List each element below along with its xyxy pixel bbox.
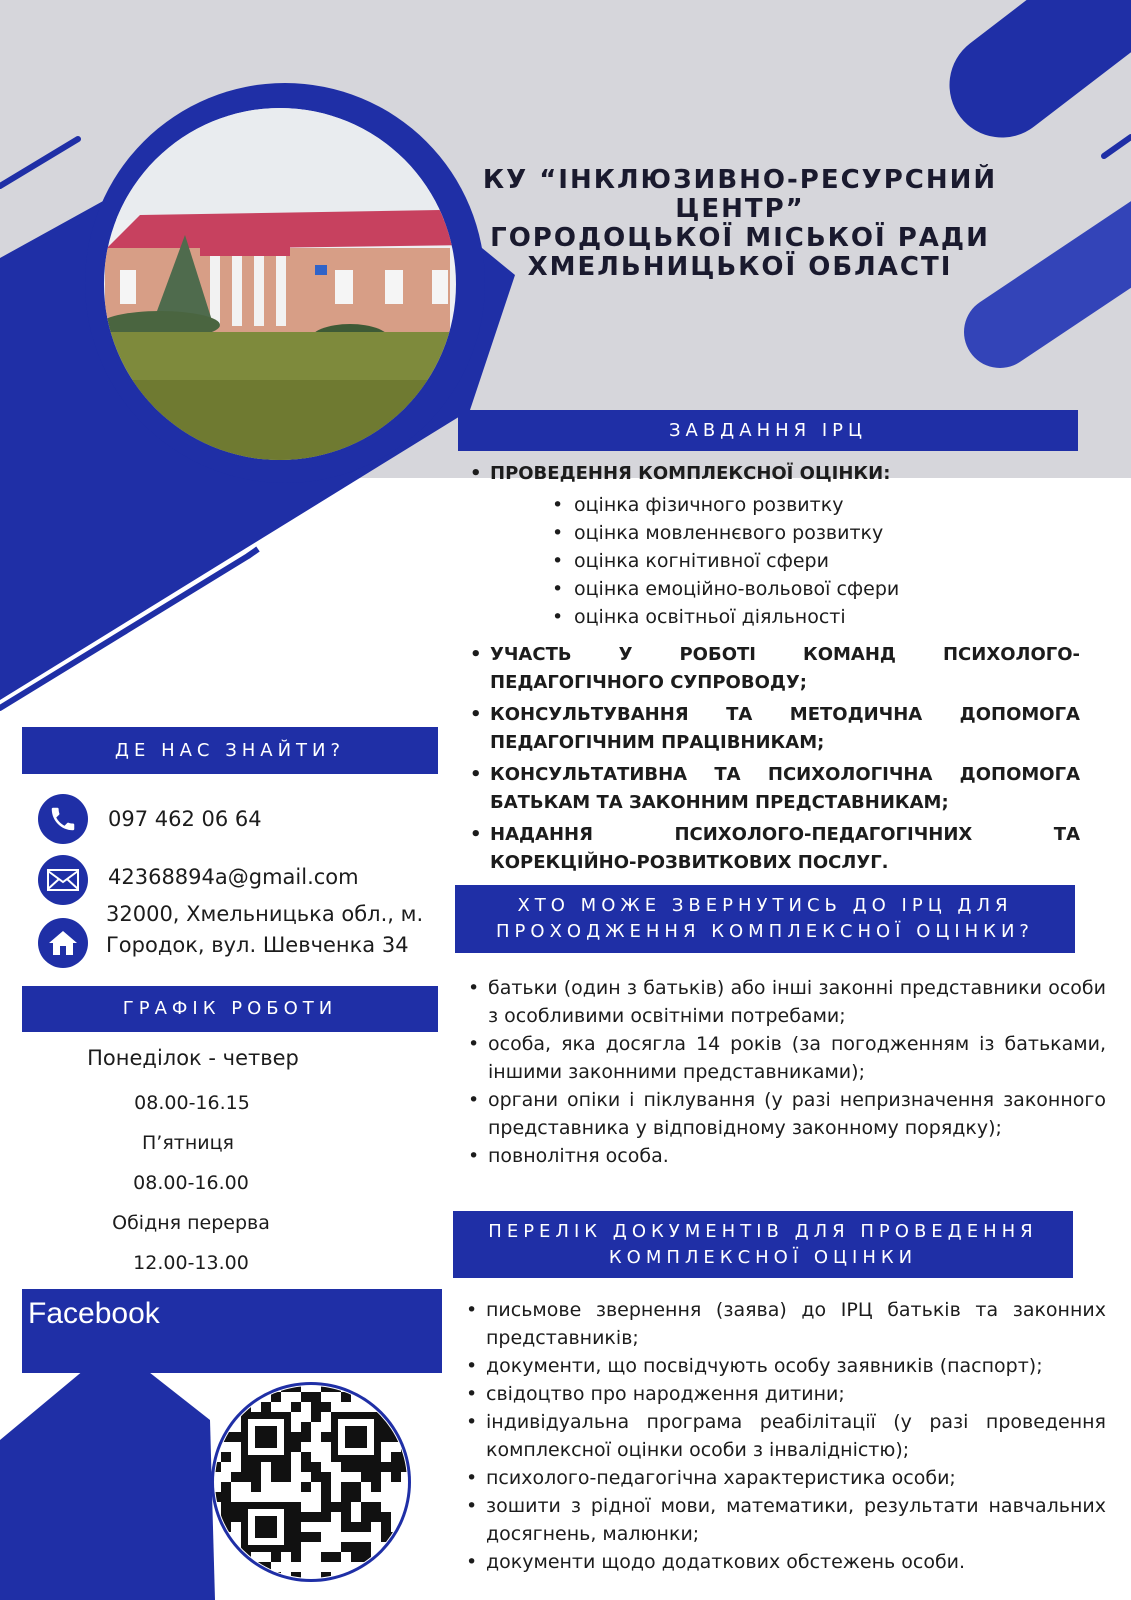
list-item: • оцінка освітньої діяльності [550,603,1080,631]
list-item: • письмове звернення (заява) до ІРЦ батьків та законних представників; [464,1296,1106,1352]
who-section [466,974,1106,1170]
schedule-friday-hours: 08.00-16.00 [133,1172,249,1194]
list-item: • психолого-педагогічна характеристика особи; [464,1464,1106,1492]
docs-section [464,1296,1106,1576]
list-item: • органи опіки і піклування (у разі непризначення законного представника у відповідному законному порядку); [466,1086,1106,1142]
tasks-heading: ЗАВДАННЯ ІРЦ [458,410,1078,451]
home-icon [38,918,88,968]
who-heading: ХТО МОЖЕ ЗВЕРНУТИСЬ ДО ІРЦ ДЛЯ ПРОХОДЖЕННЯ КОМПЛЕКСНОЇ ОЦІНКИ? [455,885,1075,953]
list-item: • індивідуальна програма реабілітації (у разі проведення комплексної оцінки особи з інвалідністю); [464,1408,1106,1464]
list-item: • оцінка когнітивної сфери [550,547,1080,575]
docs-heading: ПЕРЕЛІК ДОКУМЕНТІВ ДЛЯ ПРОВЕДЕННЯ КОМПЛЕКСНОЇ ОЦІНКИ [453,1211,1073,1278]
phone-icon [38,794,88,844]
contacts-heading: ДЕ НАС ЗНАЙТИ? [22,727,438,774]
schedule-heading: ГРАФІК РОБОТИ [22,986,438,1032]
list-item: • зошити з рідної мови, математики, результати навчальних досягнень, малюнки; [464,1492,1106,1548]
stripe-line [248,549,258,556]
list-item: • КОНСУЛЬТАТИВНА ТА ПСИХОЛОГІЧНА ДОПОМОГА БАТЬКАМ ТА ЗАКОННИМ ПРЕДСТАВНИКАМ; [468,761,1080,817]
email-link[interactable]: 42368894a@gmail.com [108,865,359,889]
facebook-link[interactable]: Facebook [22,1289,442,1373]
list-item: • батьки (один з батьків) або інші законні представники особи з особливими освітніми потребами; [466,974,1106,1030]
list-item: • документи, що посвідчують особу заявників (паспорт); [464,1352,1106,1380]
blue-triangle [0,1365,215,1600]
list-item: • документи щодо додаткових обстежень особи. [464,1548,1106,1576]
list-item: • оцінка мовленнєвого розвитку [550,519,1080,547]
list-item: • НАДАННЯ ПСИХОЛОГО-ПЕДАГОГІЧНИХ ТА КОРЕКЦІЙНО-РОЗВИТКОВИХ ПОСЛУГ. [468,821,1080,877]
list-item: • оцінка фізичного розвитку [550,491,1080,519]
schedule-lunch-hours: 12.00-13.00 [133,1252,249,1274]
list-item: • оцінка емоційно-вольової сфери [550,575,1080,603]
schedule-weekdays: Понеділок - четвер [87,1046,299,1070]
tasks-section [468,460,1080,877]
list-item: • УЧАСТЬ У РОБОТІ КОМАНД ПСИХОЛОГО-ПЕДАГОГІЧНОГО СУПРОВОДУ; [468,641,1080,697]
phone-number[interactable]: 097 462 06 64 [108,807,262,831]
organization-title: КУ “ІНКЛЮЗИВНО-РЕСУРСНИЙ ЦЕНТР” ГОРОДОЦЬКОЇ МІСЬКОЇ РАДИ ХМЕЛЬНИЦЬКОЇ ОБЛАСТІ [482,165,998,282]
list-item: • КОНСУЛЬТУВАННЯ ТА МЕТОДИЧНА ДОПОМОГА ПЕДАГОГІЧНИМ ПРАЦІВНИКАМ; [468,701,1080,757]
schedule-friday: П’ятниця [142,1132,234,1154]
schedule-lunch: Обідня перерва [112,1212,270,1234]
schedule-weekdays-hours: 08.00-16.15 [134,1092,250,1114]
list-item: • ПРОВЕДЕННЯ КОМПЛЕКСНОЇ ОЦІНКИ: • оцінка фізичного розвитку • оцінка мовленнєвого розвитку • оцінка когнітивної сфери • оцінка емоційно-вольової сфери • оцінка освітньої діяльності [468,460,1080,631]
address: 32000, Хмельницька обл., м. Городок, вул. Шевченка 34 [106,902,424,957]
list-item: • свідоцтво про народження дитини; [464,1380,1106,1408]
list-item: • особа, яка досягла 14 років (за погодженням із батьками, іншими законними представниками); [466,1030,1106,1086]
envelope-icon [38,855,88,905]
list-item: • повнолітня особа. [466,1142,1106,1170]
